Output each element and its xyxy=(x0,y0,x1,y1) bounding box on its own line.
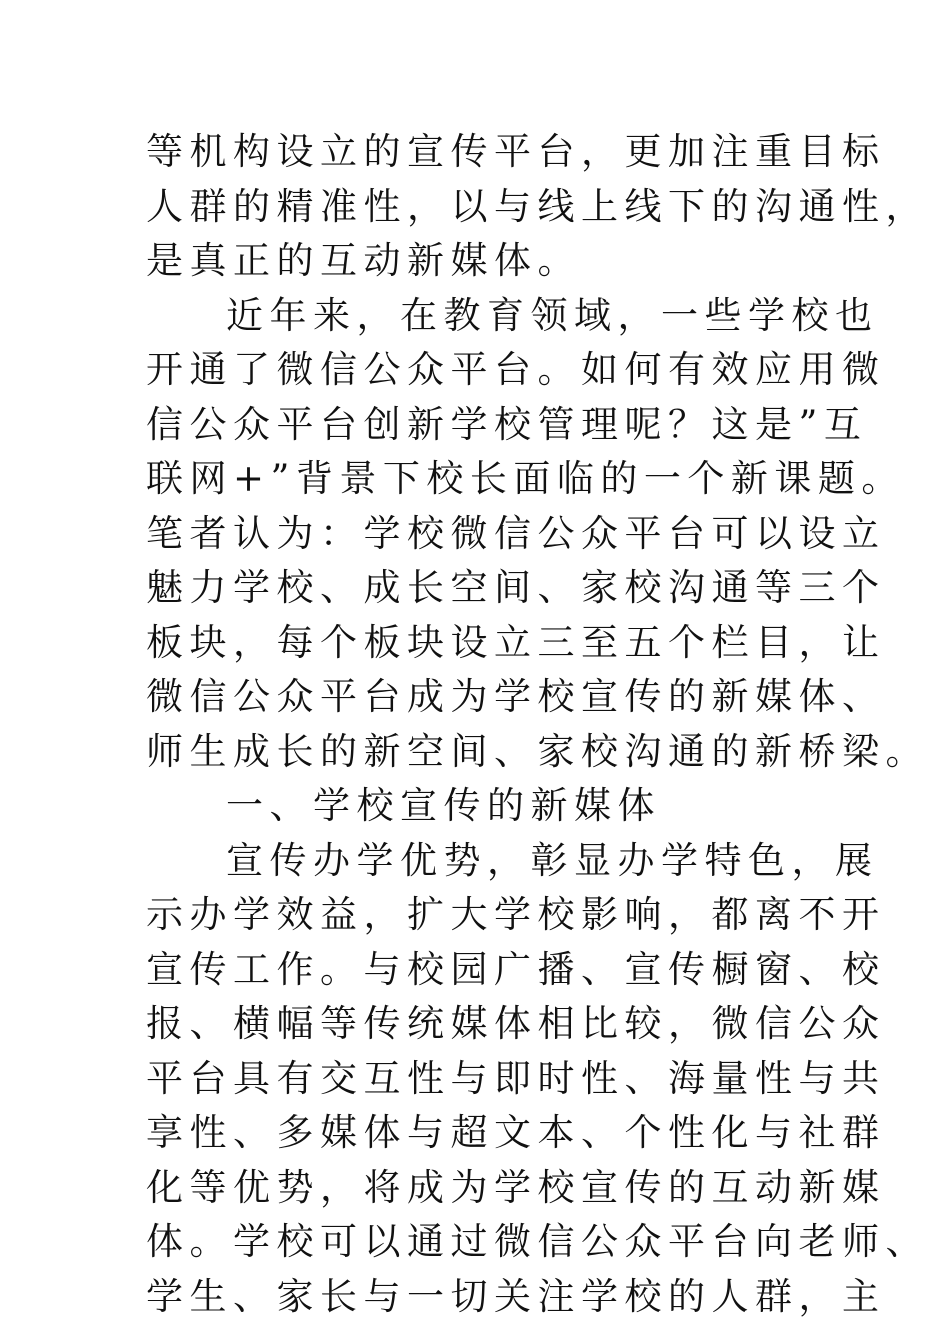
text-line: 宣传工作。与校园广播、宣传橱窗、校 xyxy=(146,947,886,991)
text-line: 信公众平台创新学校管理呢？这是”互 xyxy=(146,402,868,446)
text-line: 等机构设立的宣传平台，更加注重目标 xyxy=(146,130,886,173)
text-line: 报、横幅等传统媒体相比较，微信公众 xyxy=(146,1002,886,1045)
body-text xyxy=(146,125,929,1324)
text-line: 开通了微信公众平台。如何有效应用微 xyxy=(146,348,886,391)
text-line: 化等优势，将成为学校宣传的互动新媒 xyxy=(146,1165,886,1209)
text-line-indented: 宣传办学优势，彰显办学特色，展 xyxy=(226,838,879,882)
text-line: 示办学效益，扩大学校影响，都离不开 xyxy=(146,893,886,936)
text-line: 联网+”背景下校长面临的一个新课题。 xyxy=(146,457,905,500)
text-line: 微信公众平台成为学校宣传的新媒体、 xyxy=(146,675,886,718)
text-line: 师生成长的新空间、家校沟通的新桥梁。 xyxy=(146,729,929,773)
text-line: 享性、多媒体与超文本、个性化与社群 xyxy=(146,1111,886,1154)
text-line: 学生、家长与一切关注学校的人群，主 xyxy=(146,1274,886,1318)
section-heading: 一、学校宣传的新媒体 xyxy=(226,784,661,827)
text-line: 是真正的互动新媒体。 xyxy=(146,239,581,282)
text-line: 笔者认为：学校微信公众平台可以设立 xyxy=(146,511,886,555)
text-line: 平台具有交互性与即时性、海量性与共 xyxy=(146,1056,886,1100)
text-line: 板块，每个板块设立三至五个栏目，让 xyxy=(146,620,886,664)
text-line: 魅力学校、成长空间、家校沟通等三个 xyxy=(146,566,886,609)
text-line: 人群的精准性，以与线上线下的沟通性， xyxy=(146,184,929,228)
text-line-indented: 近年来，在教育领域，一些学校也 xyxy=(226,293,879,337)
text-line: 体。学校可以通过微信公众平台向老师、 xyxy=(146,1220,929,1263)
